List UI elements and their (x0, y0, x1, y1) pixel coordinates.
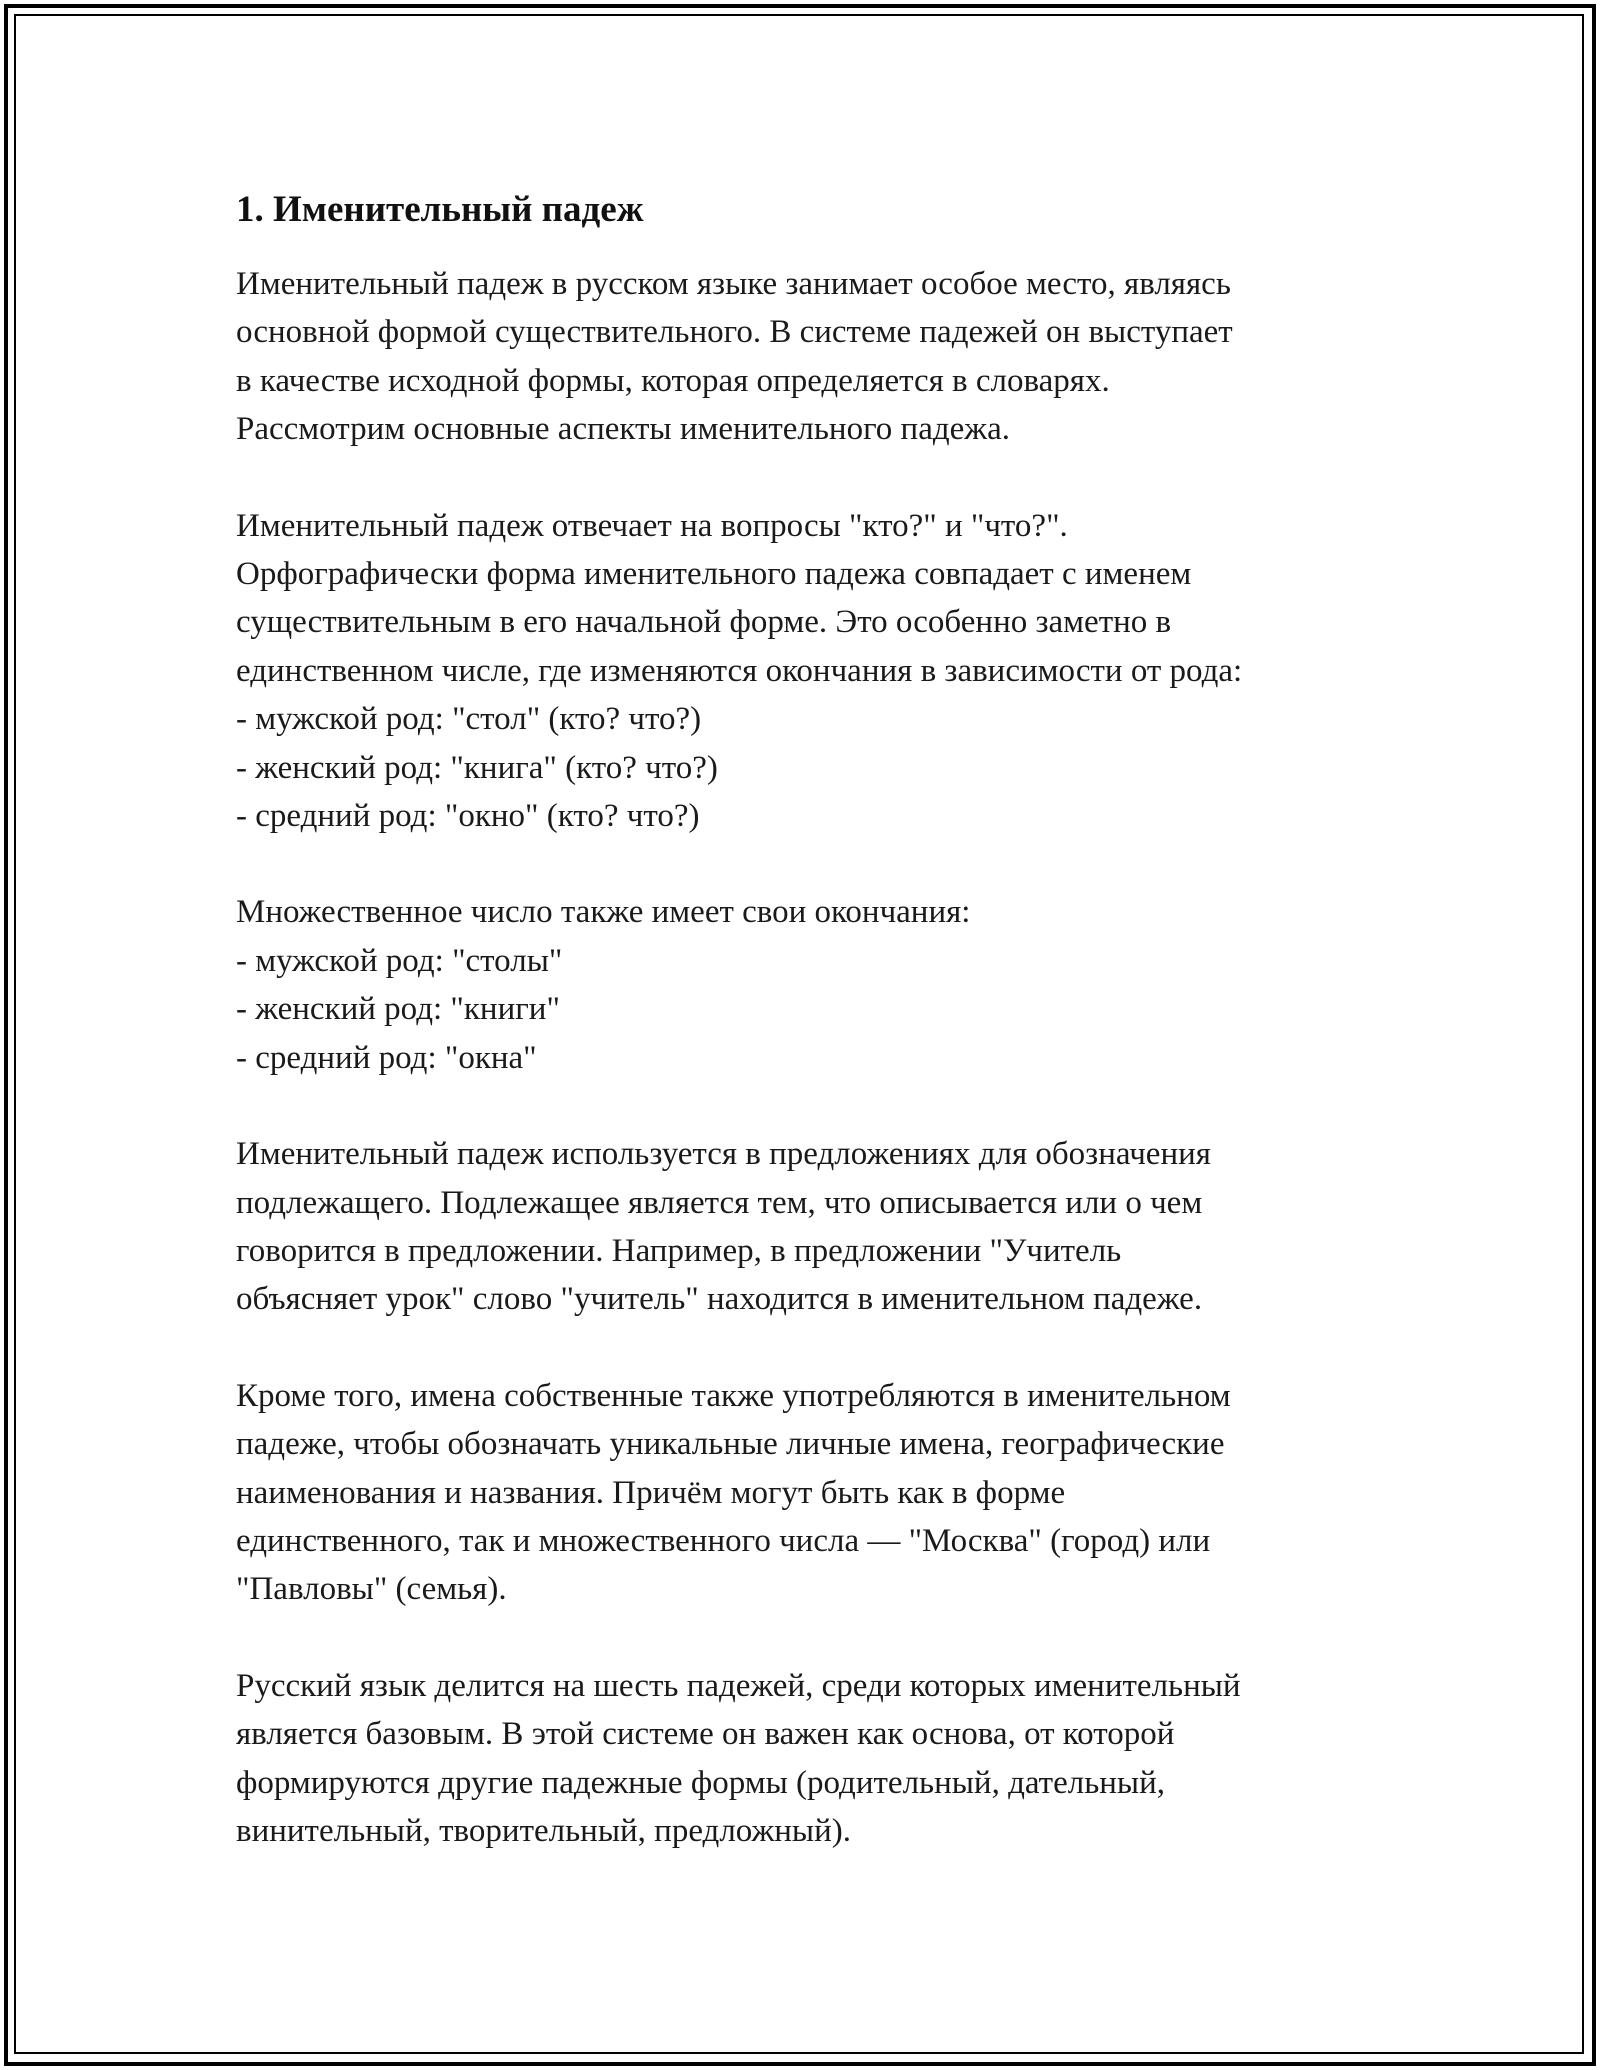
text-line: основной формой существительного. В системе падежей он выступает (236, 314, 1233, 351)
text-line: существительным в его начальной форме. Это особенно заметно в (236, 604, 1172, 641)
text-line: Кроме того, имена собственные также употребляются в именительном (236, 1377, 1231, 1414)
text-line: Именительный падеж используется в предложениях для обозначения (236, 1136, 1211, 1173)
list-item: - средний род: "окно" (кто? что?) (236, 798, 700, 835)
paragraph-case-system (236, 1662, 1396, 1856)
text-line: Именительный падеж отвечает на вопросы "кто?" и "что?". (236, 507, 1068, 544)
paragraph-questions (236, 502, 1396, 841)
paragraph-plural (236, 888, 1396, 1082)
text-line: единственного, так и множественного числа — "Москва" (город) или (236, 1522, 1211, 1559)
text-line: Рассмотрим основные аспекты именительного падежа. (236, 411, 1011, 448)
text-line: наименования и названия. Причём могут быть как в форме (236, 1474, 1066, 1511)
list-item: - женский род: "книга" (кто? что?) (236, 749, 718, 786)
paragraph-proper-nouns (236, 1372, 1396, 1614)
text-line: является базовым. В этой системе он важен как основа, от которой (236, 1716, 1175, 1753)
text-line: говорится в предложении. Например, в предложении "Учитель (236, 1232, 1122, 1269)
text-line: Именительный падеж в русском языке занимает особое место, являясь (236, 266, 1231, 302)
list-item: - женский род: "книги" (236, 991, 560, 1028)
text-line: Множественное число также имеет свои окончания: (236, 894, 971, 931)
text-line: подлежащего. Подлежащее является тем, что описывается или о чем (236, 1184, 1203, 1221)
list-item: - мужской род: "столы" (236, 942, 563, 979)
section-heading: 1. Именительный падеж (236, 189, 644, 230)
paragraph-subject (236, 1130, 1396, 1324)
text-line: в качестве исходной формы, которая определяется в словарях. (236, 362, 1110, 399)
text-line: винительный, творительный, предложный). (236, 1812, 851, 1849)
text-line: Русский язык делится на шесть падежей, среди которых именительный (236, 1667, 1241, 1704)
paragraph-intro (236, 260, 1396, 454)
document-body (236, 186, 1396, 1855)
text-line: формируются другие падежные формы (родительный, дательный, (236, 1764, 1165, 1801)
list-item: - мужской род: "стол" (кто? что?) (236, 701, 702, 738)
list-item: - средний род: "окна" (236, 1039, 537, 1076)
text-line: падеже, чтобы обозначать уникальные личные имена, географические (236, 1426, 1225, 1463)
text-line: объясняет урок" слово "учитель" находится в именительном падеже. (236, 1281, 1203, 1318)
text-line: единственном числе, где изменяются окончания в зависимости от рода: (236, 652, 1243, 689)
text-line: "Павловы" (семья). (236, 1571, 507, 1608)
text-line: Орфографически форма именительного падежа совпадает с именем (236, 556, 1192, 593)
